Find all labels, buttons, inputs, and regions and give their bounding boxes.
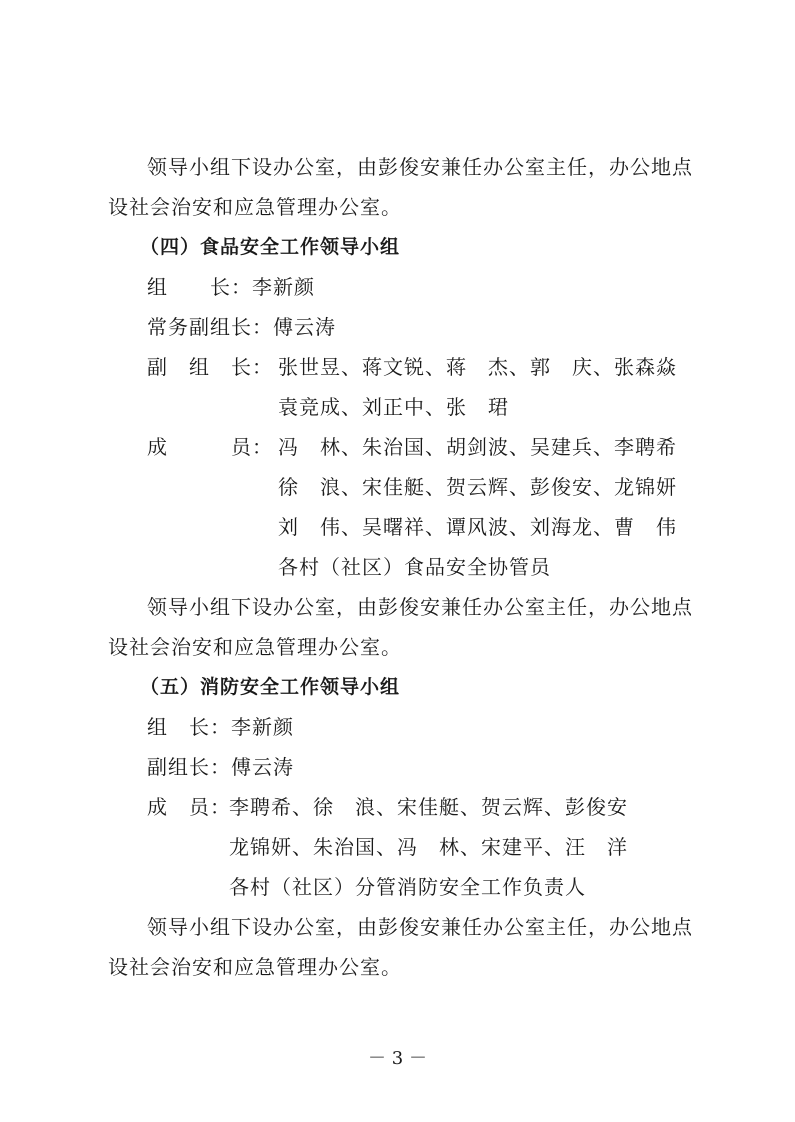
page-number: － 3 － bbox=[368, 1048, 427, 1069]
fire-leader-label: 组 长： bbox=[147, 715, 231, 739]
paragraph-office-line-2: 设社会治安和应急管理办公室。 bbox=[108, 195, 402, 219]
food-exec-deputy-row bbox=[147, 312, 336, 342]
food-members-line-2: 徐 浪、宋佳艇、贺云辉、彭俊安、龙锦妍 bbox=[278, 475, 677, 499]
food-leader-row bbox=[147, 272, 315, 302]
food-leader-label: 组 长： bbox=[147, 275, 252, 299]
paragraph-office-line-2: 设社会治安和应急管理办公室。 bbox=[108, 955, 402, 979]
fire-leader-row bbox=[147, 712, 294, 742]
food-members-line-3: 刘 伟、吴曙祥、谭风波、刘海龙、曹 伟 bbox=[278, 515, 677, 539]
paragraph-office-line-2: 设社会治安和应急管理办公室。 bbox=[108, 635, 402, 659]
food-exec-deputy-name: 傅云涛 bbox=[273, 315, 336, 339]
food-members-label: 成 员： bbox=[147, 435, 273, 459]
paragraph-office-line-1: 领导小组下设办公室，由彭俊安兼任办公室主任，办公地点 bbox=[147, 155, 693, 179]
fire-deputy-row bbox=[147, 752, 294, 782]
fire-deputy-name: 傅云涛 bbox=[231, 755, 294, 779]
fire-members-line-2: 龙锦妍、朱治国、冯 林、宋建平、汪 洋 bbox=[229, 835, 628, 859]
paragraph-office-line-1: 领导小组下设办公室，由彭俊安兼任办公室主任，办公地点 bbox=[147, 915, 693, 939]
fire-members-line-1: 李聘希、徐 浪、宋佳艇、贺云辉、彭俊安 bbox=[229, 795, 628, 819]
fire-members-line-3: 各村（社区）分管消防安全工作负责人 bbox=[229, 875, 586, 899]
food-deputies-line-2: 袁竞成、刘正中、张 珺 bbox=[278, 395, 509, 419]
fire-leader-name: 李新颜 bbox=[231, 715, 294, 739]
fire-members-label: 成 员： bbox=[147, 795, 231, 819]
food-deputies-line-1: 张世昱、蒋文锐、蒋 杰、郭 庆、张森焱 bbox=[278, 355, 677, 379]
paragraph-office-line-1: 领导小组下设办公室，由彭俊安兼任办公室主任，办公地点 bbox=[147, 595, 693, 619]
section-heading-fire-safety: （五）消防安全工作领导小组 bbox=[140, 676, 401, 698]
food-members-line-1: 冯 林、朱治国、胡剑波、吴建兵、李聘希 bbox=[278, 435, 677, 459]
food-members-line-4: 各村（社区）食品安全协管员 bbox=[278, 555, 551, 579]
section-heading-food-safety: （四）食品安全工作领导小组 bbox=[140, 236, 401, 258]
food-leader-name: 李新颜 bbox=[252, 275, 315, 299]
food-deputy-label: 副 组 长： bbox=[147, 355, 273, 379]
fire-deputy-label: 副组长： bbox=[147, 755, 231, 779]
food-exec-deputy-label: 常务副组长： bbox=[147, 315, 273, 339]
